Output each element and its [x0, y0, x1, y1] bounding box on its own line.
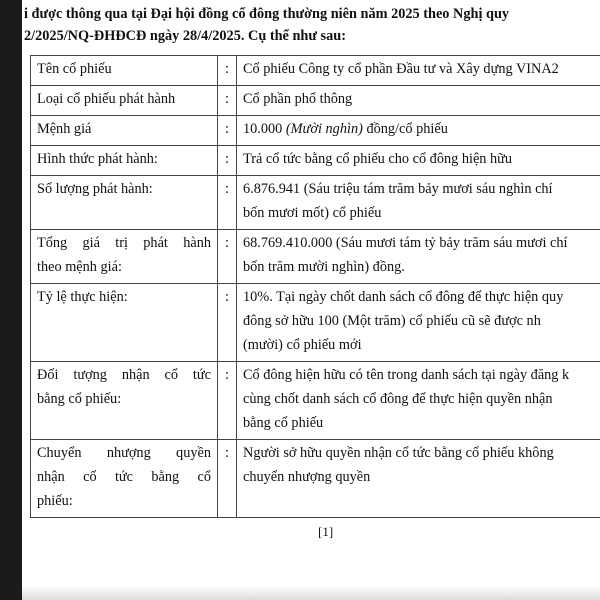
value-line: đông sở hữu 100 (Một trăm) cổ phiếu cũ sẽ được nh: [243, 313, 541, 329]
value-line: 6.876.941 (Sáu triệu tám trăm bảy mươi sáu nghìn chí: [243, 181, 553, 197]
row-label: Hình thức phát hành:: [31, 146, 218, 176]
value-line: bốn trăm mười nghìn) đồng.: [243, 259, 405, 275]
row-colon: :: [218, 176, 237, 230]
value-line: Cổ đông hiện hữu có tên trong danh sách tại ngày đăng k: [243, 367, 570, 383]
row-value: [237, 362, 600, 440]
row-value: Cổ phiếu Công ty cổ phần Đầu tư và Xây dựng VINA2: [237, 56, 600, 86]
row-colon: :: [218, 86, 237, 116]
intro-paragraph: [24, 3, 600, 47]
document-page: [22, 0, 600, 600]
label-line: phiếu:: [37, 493, 73, 509]
value-line: 68.769.410.000 (Sáu mươi tám tỷ bảy trăm sáu mươi chí: [243, 235, 568, 251]
par-value-amount: 10.000: [243, 121, 286, 137]
intro-line-1: i được thông qua tại Đại hội đồng cổ đông thường niên năm 2025 theo Nghị quy: [24, 6, 510, 22]
page-number: [1]: [318, 524, 334, 539]
row-colon: :: [218, 440, 237, 518]
row-colon: :: [218, 116, 237, 146]
row-value: [237, 230, 600, 284]
table-row: [31, 284, 600, 362]
table-row: [31, 176, 600, 230]
table-row: [31, 362, 600, 440]
label-line: Tổng giá trị phát hành: [37, 235, 211, 251]
label-line: Chuyển nhượng quyền: [37, 445, 211, 461]
row-label: Số lượng phát hành:: [31, 176, 218, 230]
row-label: Tỷ lệ thực hiện:: [31, 284, 218, 362]
value-line: Người sở hữu quyền nhận cổ tức bằng cổ phiếu không: [243, 445, 554, 461]
row-colon: :: [218, 146, 237, 176]
row-value: [237, 440, 600, 518]
row-colon: :: [218, 362, 237, 440]
issuance-terms-table: [30, 55, 600, 518]
par-value-unit: đồng/cổ phiếu: [362, 121, 448, 137]
table-row: [31, 56, 600, 86]
value-line: 10%. Tại ngày chốt danh sách cổ đông để thực hiện quy: [243, 289, 564, 305]
label-line: nhận cổ tức bằng cổ: [37, 469, 211, 485]
row-value: [237, 176, 600, 230]
row-colon: :: [218, 56, 237, 86]
par-value-in-words: (Mười nghìn): [285, 121, 363, 137]
row-value: Cổ phần phổ thông: [237, 86, 600, 116]
value-line: chuyển nhượng quyền: [243, 469, 371, 485]
page-edge-shadow: [22, 586, 600, 600]
label-line: theo mệnh giá:: [37, 259, 122, 275]
row-value: [237, 116, 600, 146]
value-line: bốn mươi mốt) cổ phiếu: [243, 205, 382, 221]
label-line: bằng cổ phiếu:: [37, 391, 122, 407]
row-colon: :: [218, 230, 237, 284]
value-line: cùng chốt danh sách cổ đông để thực hiện quyền nhận: [243, 391, 553, 407]
intro-line-2: 2/2025/NQ-ĐHĐCĐ ngày 28/4/2025. Cụ thể như sau:: [24, 28, 346, 44]
label-line: Đối tượng nhận cổ tức: [37, 367, 211, 383]
row-label: [31, 230, 218, 284]
value-line: (mười) cổ phiếu mới: [243, 337, 362, 353]
row-colon: :: [218, 284, 237, 362]
row-label: Loại cổ phiếu phát hành: [31, 86, 218, 116]
table-row: [31, 116, 600, 146]
row-value: [237, 284, 600, 362]
table-row: [31, 230, 600, 284]
row-label: Mệnh giá: [31, 116, 218, 146]
value-line: bằng cổ phiếu: [243, 415, 324, 431]
row-label: [31, 440, 218, 518]
row-label: [31, 362, 218, 440]
row-label: Tên cổ phiếu: [31, 56, 218, 86]
table-row: [31, 146, 600, 176]
row-value: Trả cổ tức bằng cổ phiếu cho cổ đông hiện hữu: [237, 146, 600, 176]
table-row: [31, 440, 600, 518]
table-row: [31, 86, 600, 116]
